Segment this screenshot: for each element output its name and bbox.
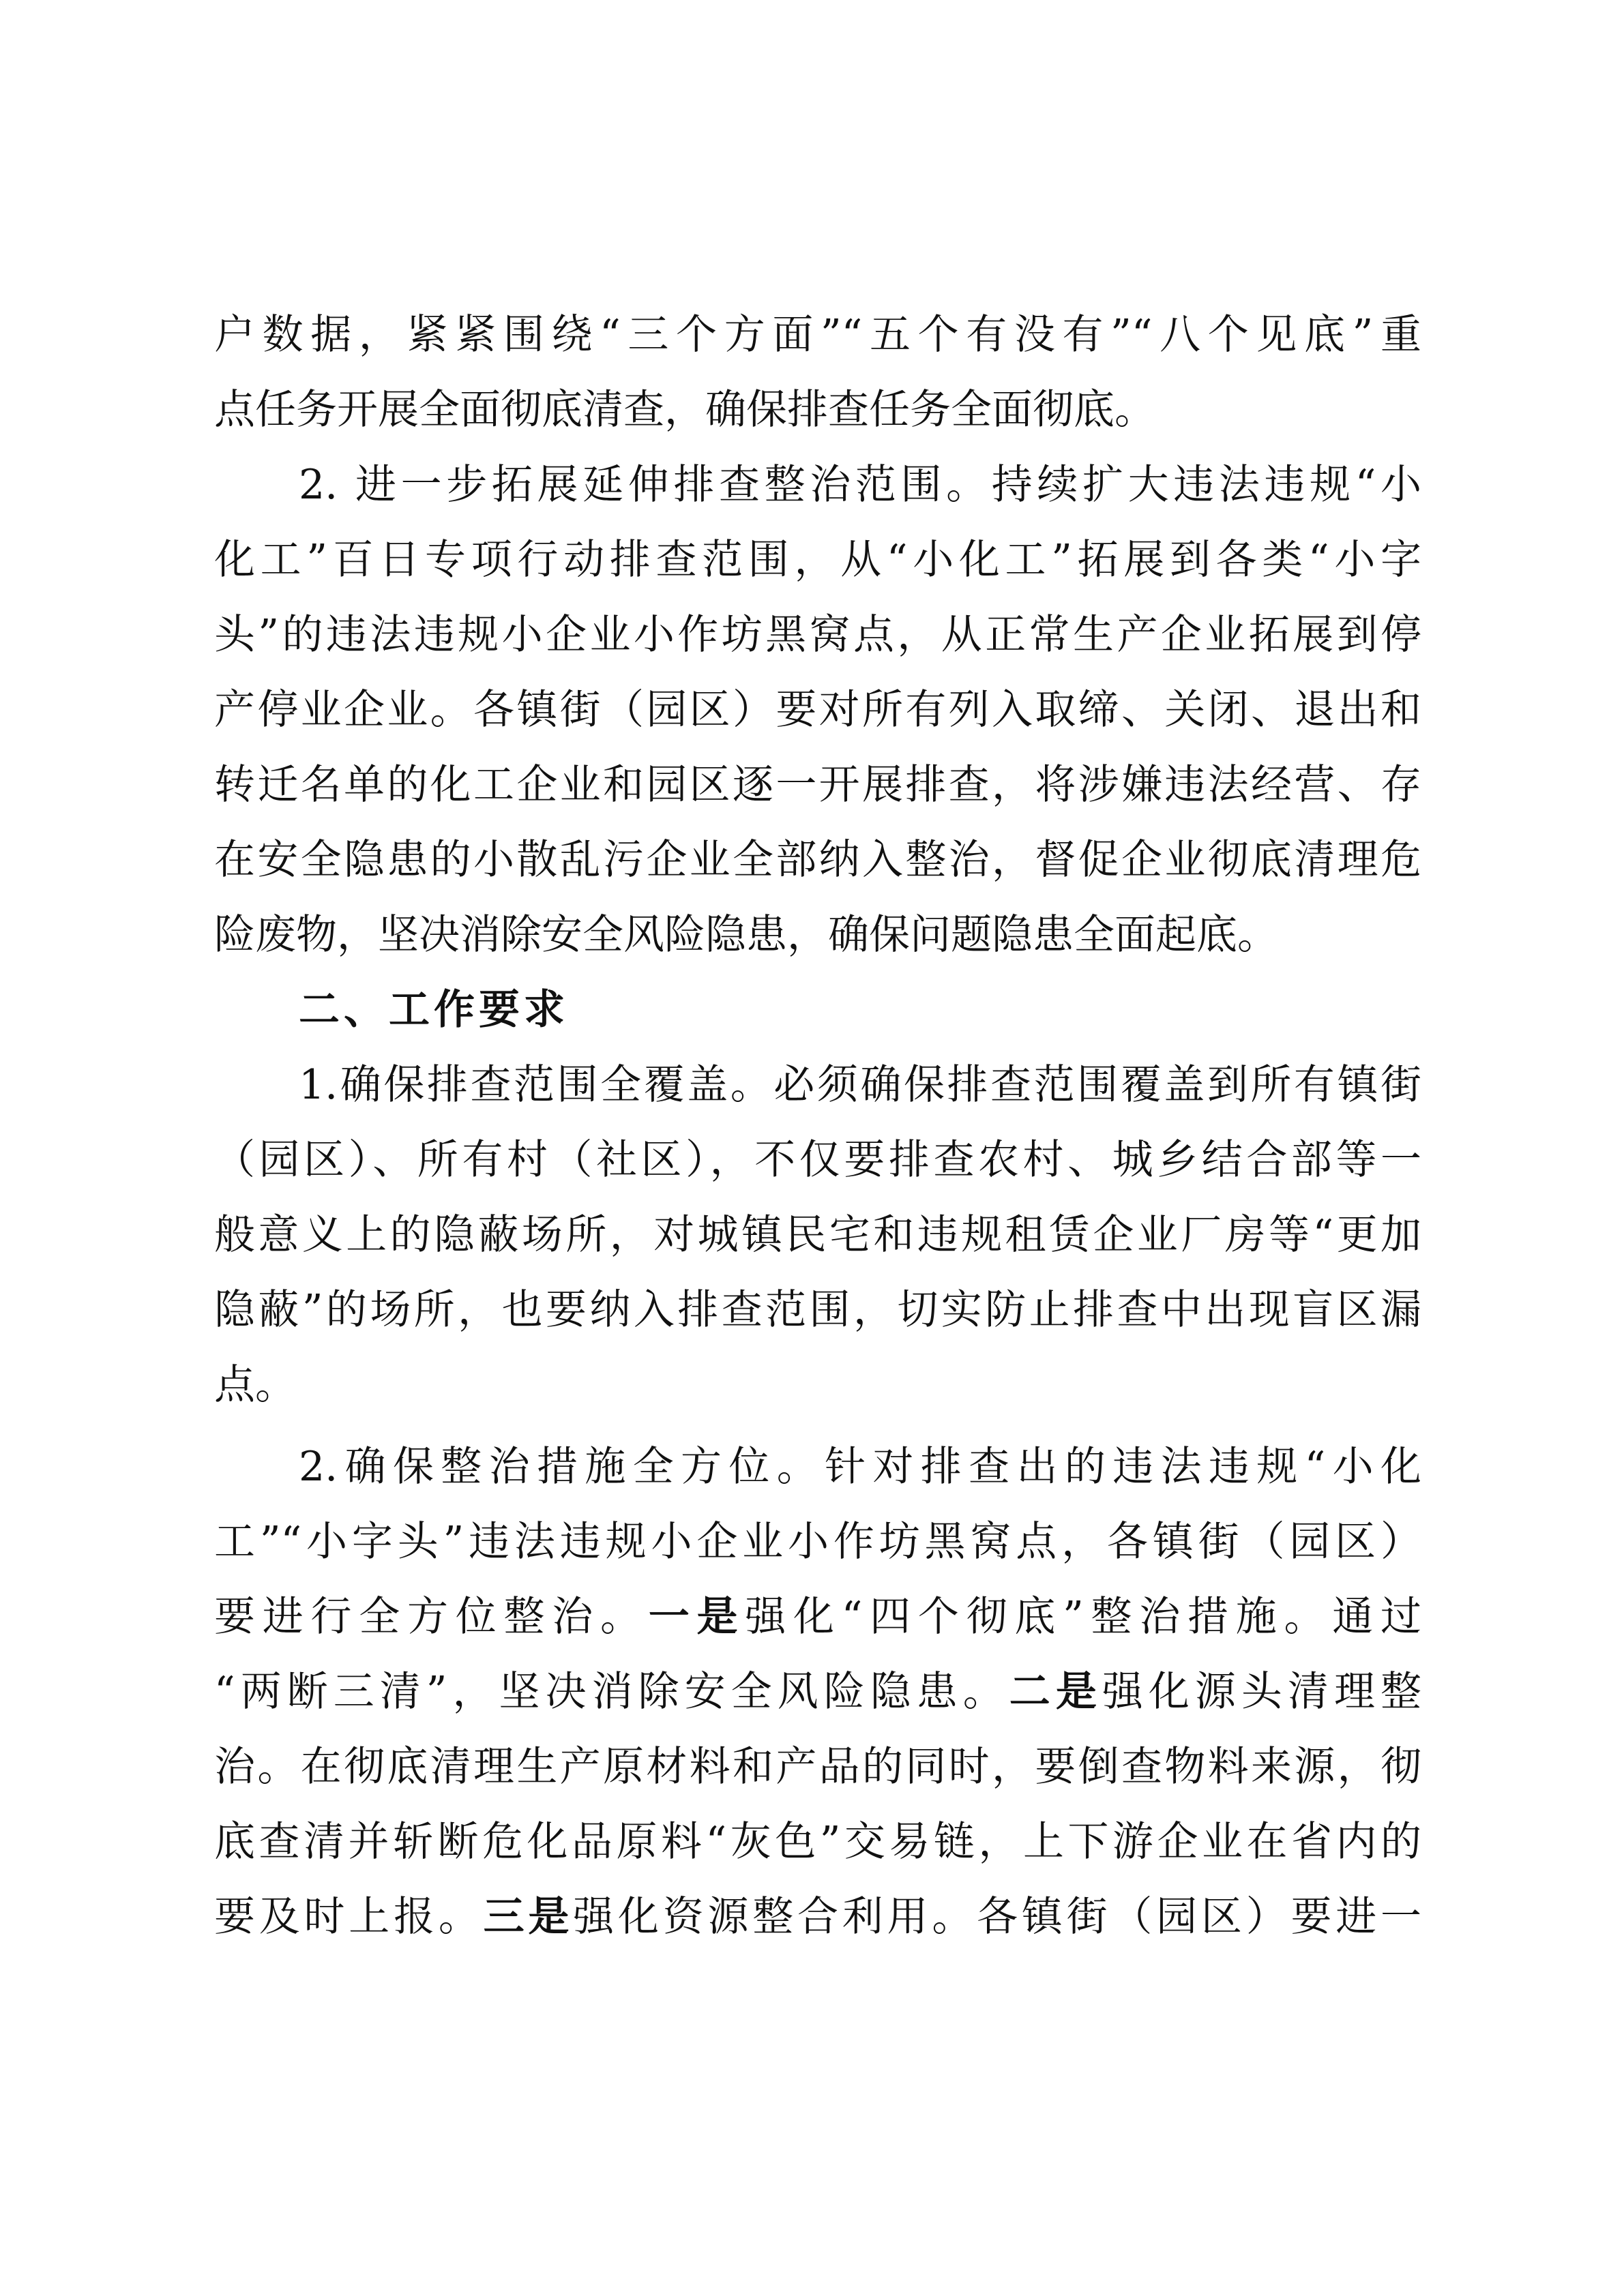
line-segment: 要及时上报。 — [214, 1893, 484, 1941]
paragraph-line: 般意义上的隐蔽场所，对城镇民宅和违规租赁企业厂房等“更加 — [214, 1211, 1421, 1259]
paragraph-line: 产停业企业。各镇街（园区）要对所有列入取缔、关闭、退出和 — [214, 686, 1421, 734]
paragraph-line: 点。 — [214, 1361, 296, 1409]
bold-lead-text: 二是 — [1009, 1668, 1102, 1716]
bold-lead-text: 三是 — [483, 1893, 574, 1941]
paragraph-line: 2. 进一步拓展延伸排查整治范围。持续扩大违法违规“小 — [299, 461, 1421, 509]
paragraph-line: 2.确保整治措施全方位。针对排查出的违法违规“小化 — [299, 1443, 1421, 1491]
paragraph-line: 户数据，紧紧围绕“三个方面”“五个有没有”“八个见底”重 — [214, 311, 1421, 359]
paragraph-line: 在安全隐患的小散乱污企业全部纳入整治，督促企业彻底清理危 — [214, 836, 1421, 884]
paragraph-line: 转迁名单的化工企业和园区逐一开展排查，将涉嫌违法经营、存 — [214, 761, 1421, 809]
paragraph-line: 险废物，坚决消除安全风险隐患，确保问题隐患全面起底。 — [214, 911, 1278, 959]
paragraph-line: 底查清并斩断危化品原料“灰色”交易链，上下游企业在省内的 — [214, 1818, 1421, 1866]
line-segment: 要进行全方位整治。 — [214, 1593, 649, 1641]
line-segment: 强化“四个彻底”整治措施。通过 — [745, 1593, 1422, 1641]
paragraph-line: （园区）、所有村（社区），不仅要排查农村、城乡结合部等一 — [214, 1136, 1421, 1184]
line-segment: “两断三清”，坚决消除安全风险隐患。 — [214, 1668, 1009, 1716]
paragraph-line — [214, 1579, 1421, 1654]
paragraph-line: 隐蔽”的场所，也要纳入排查范围，切实防止排查中出现盲区漏 — [214, 1286, 1421, 1334]
paragraph-line — [214, 1879, 1421, 1954]
line-segment: 强化资源整合利用。各镇街（园区）要进一 — [573, 1893, 1422, 1941]
bold-lead-text: 一是 — [648, 1593, 745, 1641]
paragraph-line: 1.确保排查范围全覆盖。必须确保排查范围覆盖到所有镇街 — [299, 1061, 1421, 1109]
paragraph-line: 化工”百日专项行动排查范围，从“小化工”拓展到各类“小字 — [214, 536, 1421, 584]
paragraph-line — [214, 1654, 1421, 1729]
paragraph-line: 治。在彻底清理生产原材料和产品的同时，要倒查物料来源，彻 — [214, 1743, 1421, 1791]
line-segment: 强化源头清理整 — [1102, 1668, 1422, 1716]
paragraph-line: 点任务开展全面彻底清查，确保排查任务全面彻底。 — [214, 386, 1155, 434]
paragraph-line: 工”“小字头”违法违规小企业小作坊黑窝点，各镇街（园区） — [214, 1518, 1421, 1566]
section-heading: 二、工作要求 — [299, 986, 569, 1034]
paragraph-line: 头”的违法违规小企业小作坊黑窝点，从正常生产企业拓展到停 — [214, 611, 1421, 659]
